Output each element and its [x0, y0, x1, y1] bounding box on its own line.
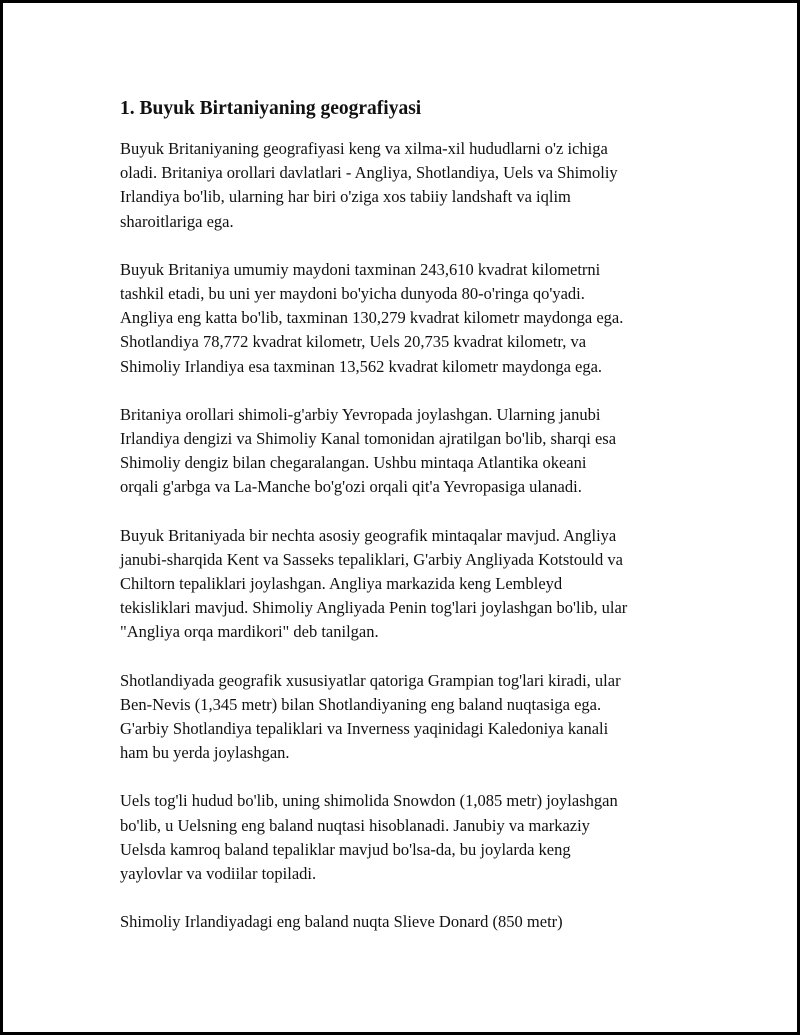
text-line: yaylovlar va vodiilar topiladi.	[120, 864, 317, 884]
paragraph	[120, 669, 737, 766]
text-line: janubi-sharqida Kent va Sasseks tepaliklari, G'arbiy Angliyada Kotstould va	[120, 549, 623, 569]
text-line: Uelsda kamroq baland tepaliklar mavjud bo'lsa-da, bu joylarda keng	[120, 839, 571, 859]
document-body	[120, 137, 737, 934]
text-line: Ben-Nevis (1,345 metr) bilan Shotlandiyaning eng baland nuqtasiga ega.	[120, 694, 602, 714]
text-line: Uels tog'li hudud bo'lib, uning shimolida Snowdon (1,085 metr) joylashgan	[120, 791, 618, 811]
text-line: Buyuk Britaniyaning geografiyasi keng va xilma-xil hududlarni o'z ichiga	[120, 139, 608, 158]
text-line: Buyuk Britaniya umumiy maydoni taxminan 243,610 kvadrat kilometrni	[120, 259, 601, 279]
text-line: tashkil etadi, bu uni yer maydoni bo'yicha dunyoda 80-o'ringa qo'yadi.	[120, 284, 585, 304]
text-line: Shimoliy dengiz bilan chegaralangan. Ushbu mintaqa Atlantika okeani	[120, 453, 587, 473]
text-line: Shimoliy Irlandiyadagi eng baland nuqta Slieve Donard (850 metr)	[120, 912, 563, 932]
paragraph	[120, 137, 737, 234]
text-line: bo'lib, u Uelsning eng baland nuqtasi hisoblanadi. Janubiy va markaziy	[120, 815, 590, 835]
text-line: G'arbiy Shotlandiya tepaliklari va Inverness yaqinidagi Kaledoniya kanali	[120, 719, 609, 739]
paragraph	[120, 403, 737, 500]
paragraph	[120, 524, 737, 645]
text-line: Angliya eng katta bo'lib, taxminan 130,279 kvadrat kilometr maydonga ega.	[120, 308, 624, 328]
paragraph	[120, 910, 737, 934]
paragraph	[120, 789, 737, 886]
text-line: Irlandiya bo'lib, ularning har biri o'ziga xos tabiiy landshaft va iqlim	[120, 187, 571, 207]
text-line: "Angliya orqa mardikori" deb tanilgan.	[120, 622, 379, 642]
paragraph	[120, 258, 737, 379]
text-line: ham bu yerda joylashgan.	[120, 743, 290, 763]
text-line: sharoitlariga ega.	[120, 211, 234, 231]
text-line: Britaniya orollari shimoli-g'arbiy Yevropada joylashgan. Ularning janubi	[120, 404, 601, 424]
text-line: Irlandiya dengizi va Shimoliy Kanal tomonidan ajratilgan bo'lib, sharqi esa	[120, 429, 617, 449]
text-line: Buyuk Britaniyada bir nechta asosiy geografik mintaqalar mavjud. Angliya	[120, 525, 617, 545]
text-line: tekisliklari mavjud. Shimoliy Angliyada Penin tog'lari joylashgan bo'lib, ular	[120, 598, 628, 618]
text-line: oladi. Britaniya orollari davlatlari - Angliya, Shotlandiya, Uels va Shimoliy	[120, 163, 618, 183]
text-line: Shotlandiya 78,772 kvadrat kilometr, Uels 20,735 kvadrat kilometr, va	[120, 332, 587, 352]
text-line: Shotlandiyada geografik xususiyatlar qatoriga Grampian tog'lari kiradi, ular	[120, 670, 621, 690]
text-line: Shimoliy Irlandiya esa taxminan 13,562 kvadrat kilometr maydonga ega.	[120, 356, 603, 376]
text-line: orqali g'arbga va La-Manche bo'g'ozi orqali qit'a Yevropasiga ulanadi.	[120, 477, 582, 497]
page-title: 1. Buyuk Birtaniyaning geografiyasi	[120, 98, 422, 119]
text-line: Chiltorn tepaliklari joylashgan. Angliya markazida keng Lembleyd	[120, 574, 563, 594]
